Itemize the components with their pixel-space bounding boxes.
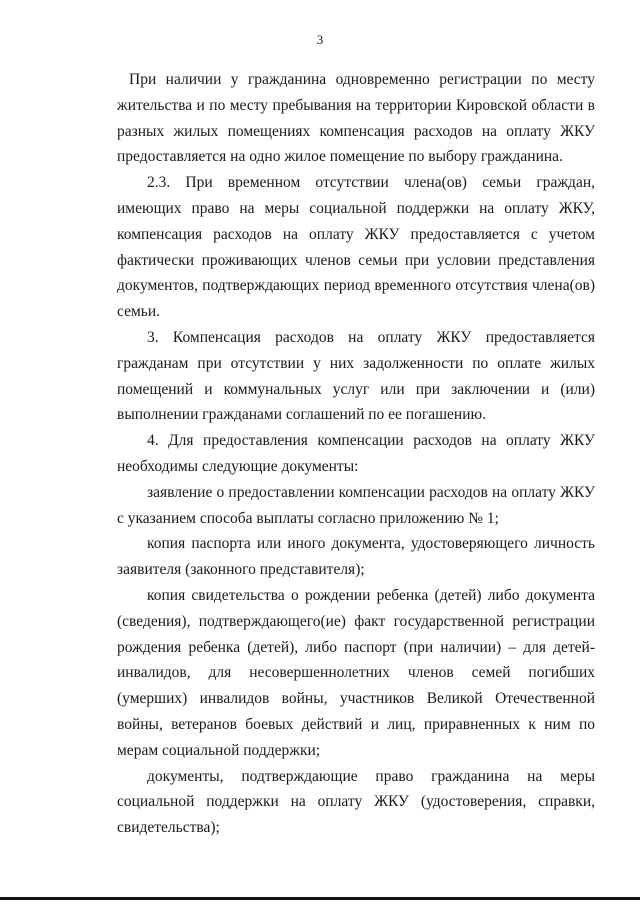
document-item-application: заявление о предоставлении компенсации расходов на оплату ЖКУ с указанием способа выплаты согласно приложению № 1;	[117, 483, 595, 527]
paragraph-residence: При наличии у гражданина одновременно регистрации по месту жительства и по месту пребывания на территории Кировской области в разных жилых помещениях компенсация расходов на оплату ЖКУ предоставляется на одно жилое помещение по выбору гражданина.	[117, 71, 595, 166]
paragraph-3: 3. Компенсация расходов на оплату ЖКУ предоставляется гражданам при отсутствии у них задолженности по оплате жилых помещений и коммунальных услуг или при заключении и (или) выполнении гражданами соглашений по ее погашению.	[117, 328, 595, 424]
paragraph-4: 4. Для предоставления компенсации расходов на оплату ЖКУ необходимы следующие документы:	[117, 432, 595, 475]
bottom-border-line	[0, 897, 640, 900]
document-body	[117, 67, 595, 841]
page-number: 3	[316, 32, 324, 47]
document-item-passport: копия паспорта или иного документа, удостоверяющего личность заявителя (законного представителя);	[117, 535, 595, 579]
paragraph-2-3: 2.3. При временном отсутствии члена(ов) семьи граждан, имеющих право на меры социальной поддержки на оплату ЖКУ, компенсация расходов на оплату ЖКУ предоставляется с учетом фактически проживающих членов семьи при условии представления документов, подтверждающих период временного отсутствия члена(ов) семьи.	[117, 174, 595, 321]
document-item-entitlement: документы, подтверждающие право гражданина на меры социальной поддержки на оплату ЖКУ (удостоверения, справки, свидетельства);	[117, 767, 595, 837]
document-item-birth-certificate: копия свидетельства о рождении ребенка (детей) либо документа (сведения), подтверждающего(ие) факт государственной регистрации рождения ребенка (детей), либо паспорт (при наличии) – для детей-инвалидов, для несовершеннолетних членов семей погибших (умерших) инвалидов войны, участников Великой Отечественной войны, ветеранов боевых действий и лиц, приравненных к ним по мерам социальной поддержки;	[117, 586, 595, 759]
